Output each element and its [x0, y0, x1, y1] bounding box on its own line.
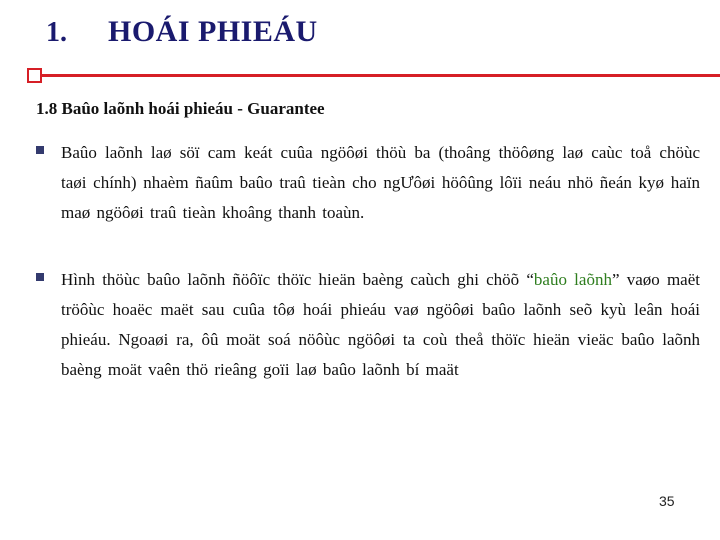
bullet-text-2-before: Hình thöùc baûo laõnh ñöôïc thöïc hieän baèng caùch ghi chöõ “: [61, 270, 534, 289]
bullet-item-1: [36, 138, 700, 228]
page-number: 35: [659, 493, 675, 509]
slide-section-number: 1.: [46, 17, 67, 48]
bullet-item-2: [36, 265, 700, 385]
bullet-text-1: Baûo laõnh laø söï cam keát cuûa ngöôøi thöù ba (thoâng thöôøng laø caùc toå chöùc taøi chính) nhaèm ñaûm baûo traû tieàn cho ngƯôøi höôûng lôïi neáu nhö ñeán kyø haïn maø ngöôøi traû tieàn khoâng thanh toaùn.: [61, 143, 700, 222]
slide-title: HOÁI PHIEÁU: [108, 15, 318, 48]
bullet-text-2: [61, 265, 700, 385]
divider-square-icon: [27, 68, 42, 83]
highlighted-term: baûo laõnh: [533, 270, 612, 289]
title-divider-line: [34, 74, 720, 77]
square-bullet-icon: [36, 146, 44, 154]
section-heading: 1.8 Baûo laõnh hoái phieáu - Guarantee: [36, 99, 325, 118]
bullet-text-2-after: ” vaøo maët tröôùc hoaëc maët sau cuûa tôø hoái phieáu vaø ngöôøi baûo laõnh seõ kyù leân hoái phieáu. Ngoaøi ra, ôû moät soá nöôùc ngöôøi ta coù theå thöïc hieän vieäc baûo laõnh baèng moät vaên thö rieâng goïi laø baûo laõnh bí maät: [61, 270, 700, 379]
square-bullet-icon: [36, 273, 44, 281]
